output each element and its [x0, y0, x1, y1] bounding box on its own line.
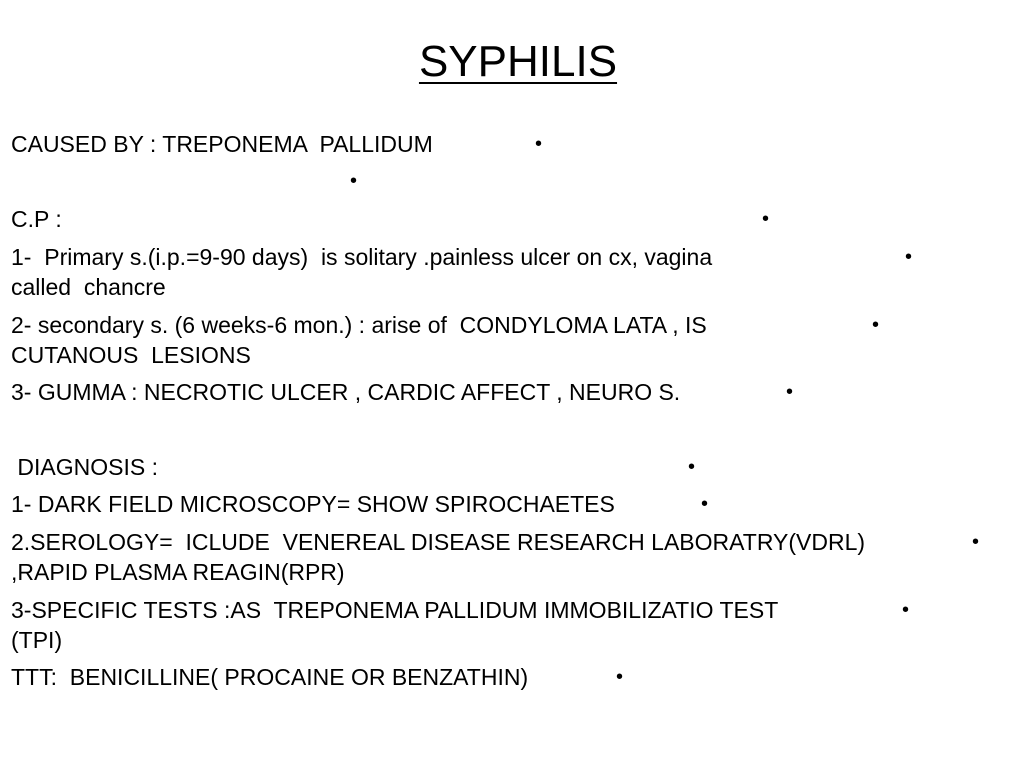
bullet-dot: • [688, 456, 696, 478]
bullet-dot: • [616, 666, 624, 688]
slide-title: SYPHILIS [418, 37, 618, 86]
bullet-dot: • [762, 208, 770, 230]
bullet-dot: • [701, 493, 709, 515]
bullet-dot: • [535, 133, 543, 155]
bullet-dot: • [905, 246, 913, 268]
bullet-dot: • [786, 381, 794, 403]
bullet-text: DIAGNOSIS : [11, 454, 158, 480]
bullet-text-continued: ,RAPID PLASMA REAGIN(RPR) [11, 559, 345, 585]
bullet-text: 3- GUMMA : NECROTIC ULCER , CARDIC AFFECT , NEURO S. [11, 379, 681, 405]
bullet-text: 2- secondary s. (6 weeks-6 mon.) : arise of CONDYLOMA LATA , IS [11, 312, 707, 338]
bullet-text: C.P : [11, 206, 62, 232]
bullet-dot: • [872, 314, 880, 336]
bullet-text: 1- DARK FIELD MICROSCOPY= SHOW SPIROCHAETES [11, 491, 615, 517]
bullet-text: CAUSED BY : TREPONEMA PALLIDUM [11, 131, 433, 157]
bullet-dot: • [902, 599, 910, 621]
bullet-dot: • [350, 170, 358, 192]
bullet-text-continued: (TPI) [11, 627, 63, 653]
bullet-text: 3-SPECIFIC TESTS :AS TREPONEMA PALLIDUM IMMOBILIZATIO TEST [11, 597, 779, 623]
bullet-text: 2.SEROLOGY= ICLUDE VENEREAL DISEASE RESEARCH LABORATRY(VDRL) [11, 529, 866, 555]
bullet-text: TTT: BENICILLINE( PROCAINE OR BENZATHIN) [11, 664, 529, 690]
bullet-text-continued: called chancre [11, 274, 166, 300]
bullet-text-continued: CUTANOUS LESIONS [11, 342, 251, 368]
bullet-dot: • [972, 531, 980, 553]
bullet-text: 1- Primary s.(i.p.=9-90 days) is solitary .painless ulcer on cx, vagina [11, 244, 713, 270]
